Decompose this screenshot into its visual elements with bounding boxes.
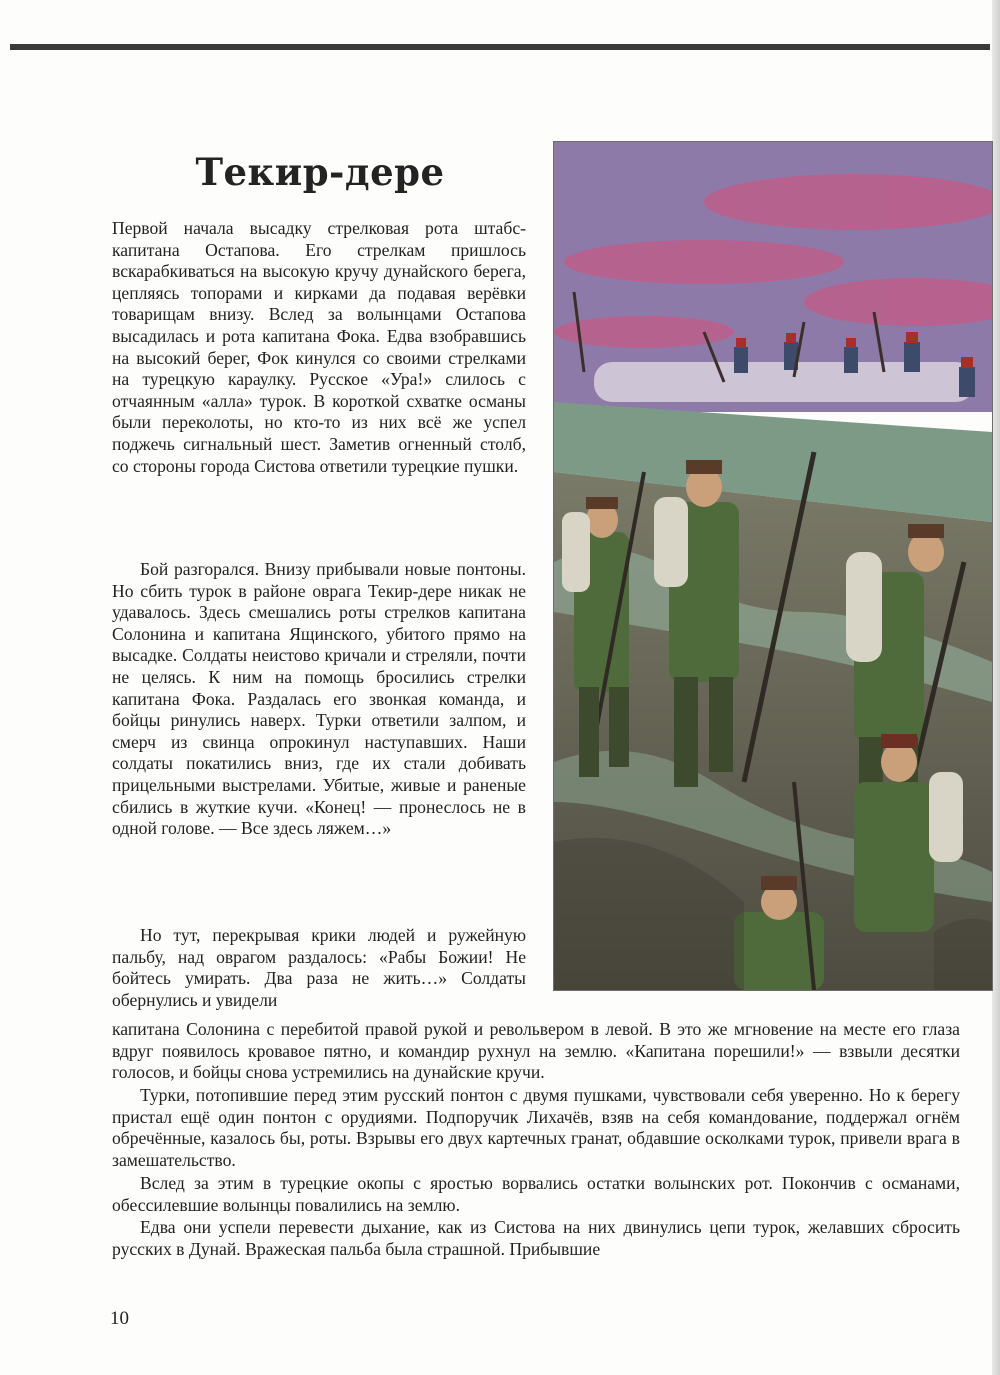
turkish-soldier <box>959 357 975 397</box>
page-title: Текир-дере <box>195 150 445 194</box>
top-rule <box>10 44 990 50</box>
turkish-soldier <box>734 338 748 373</box>
page-edge <box>992 0 1000 1375</box>
cloud <box>564 240 844 284</box>
paragraph-7: Едва они успели перевести дыхание, как из Систова на них двинулись цепи турок, желавших сбросить русских в Дунай. Вражеская пальба была страшной. Прибывшие <box>112 1217 960 1259</box>
battle-illustration <box>553 141 993 991</box>
paragraph-3: Но тут, перекрывая крики людей и ружейную пальбу, над оврагом раздалось: «Рабы Божии! Не бойтесь умирать. Два раза не жить…» Солдаты обернулись и увидели <box>112 925 526 1010</box>
paragraph-2: Бой разгорался. Внизу прибывали новые понтоны. Но сбить турок в районе оврага Текир-дере никак не удавалось. Здесь смешались роты стрелков капитана Солонина и капитана Ящинского, убитого прямо на высадке. Солдаты неистово кричали и стреляли, почти не целясь. К ним на помощь бросились стрелки капитана Фока. Раздалась его звонкая команда, и бойцы ринулись наверх. Турки ответили залпом, и смерч из свинца опрокинул наступавших. Наши солдаты покатились вниз, где их стали добивать прицельными выстрелами. Убитые, живые и раненые сбились в жуткие кучи. «Конец! — пронеслось не в одной голове. — Все здесь ляжем…» <box>112 559 526 839</box>
page-number: 10 <box>110 1308 129 1329</box>
battle-painting <box>554 142 992 990</box>
paragraph-6: Вслед за этим в турецкие окопы с яростью ворвались остатки волынских рот. Покончив с османами, обессилевшие волынцы повалились на землю. <box>112 1173 960 1215</box>
paragraph-4: капитана Солонина с перебитой правой рукой и револьвером в левой. В это же мгновение на месте его глаза вдруг появилось кровавое пятно, и командир рухнул на землю. «Капитана порешили!» — взвыли десятки голосов, и бойцы снова устремились на дунайские кручи. <box>112 1019 960 1083</box>
turkish-soldier <box>844 338 858 373</box>
paragraph-5: Турки, потопившие перед этим русский понтон с двумя пушками, чувствовали себя уверенно. Но к берегу пристал ещё один понтон с орудиями. Подпоручик Лихачёв, взяв на себя командование, поддержал огнём обречённые, казалось бы, роты. Взрывы его двух картечных гранат, обдавшие осколками турок, привели врага в замешательство. <box>112 1085 960 1170</box>
turkish-soldier <box>904 332 920 372</box>
cloud <box>704 174 992 230</box>
paragraph-1: Первой начала высадку стрелковая рота штабс-капитана Остапова. Его стрелкам пришлось вскарабкиваться на высокую кручу дунайского берега, цепляясь топорами и кирками да подавая верёвки товарищам внизу. Вслед за волынцами Остапова высадилась и рота капитана Фока. Едва взобравшись на высокий берег, Фок кинулся со своими стрелками на турецкую караулку. Русское «Ура!» слилось с отчаянным «алла» турок. В короткой схватке османы были переколоты, но кто-то из них всё же успел поджечь сигнальный шест. Заметив огненный столб, со стороны города Систова ответили турецкие пушки. <box>112 218 526 476</box>
